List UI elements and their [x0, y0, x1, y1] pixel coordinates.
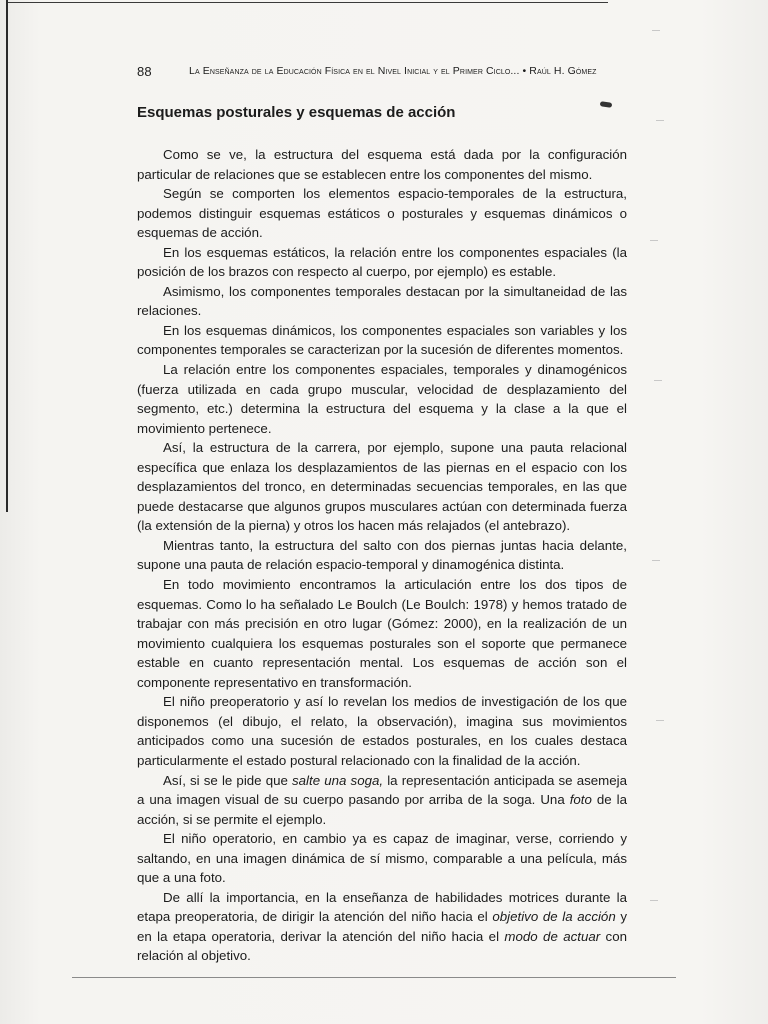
section-title: Esquemas posturales y esquemas de acción: [137, 104, 456, 121]
running-head: La Enseñanza de la Educación Física en el Nivel Inicial y el Primer Ciclo... • Raúl H. Gómez: [189, 65, 597, 77]
paragraph: La relación entre los componentes espaciales, temporales y dinamogénicos (fuerza utilizada en cada grupo muscular, velocidad de desplazamiento del segmento, etc.) determina la estructura del esquema y la clase a la que el movimiento pertenece.: [137, 362, 627, 436]
text-run: de la acción, si se permite el ejemplo.: [137, 792, 627, 827]
footer-rule: [72, 977, 676, 978]
margin-mark: [650, 240, 658, 241]
page-number: 88: [137, 64, 152, 79]
paragraph: [137, 888, 627, 966]
paragraph: En todo movimiento encontramos la articulación entre los dos tipos de esquemas. Como lo ha señalado Le Boulch (Le Boulch: 1978) y hemos tratado de trabajar con más precisión en otro lugar (Gómez: 2000), en la realización de un movimiento cualquiera los esquemas posturales son el soporte que permanece estable en cuanto representación mental. Los esquemas de acción son el componente representativo en transformación.: [137, 577, 627, 690]
italic-run: objetivo de la acción: [492, 909, 616, 925]
margin-mark: [654, 380, 662, 381]
italic-run: modo de actuar: [504, 928, 601, 944]
text-run: y en la etapa operatoria, derivar la atención del niño hacia el: [137, 909, 628, 944]
margin-mark: [650, 900, 658, 901]
paragraph: Asimismo, los componentes temporales destacan por la simultaneidad de las relaciones.: [137, 283, 627, 319]
text-run: Así, si se le pide que: [163, 772, 293, 788]
paragraph: En los esquemas dinámicos, los componentes espaciales son variables y los componentes temporales se caracterizan por la sucesión de diferentes momentos.: [137, 322, 627, 358]
page-header: [137, 64, 627, 84]
scan-top-line: [8, 2, 608, 3]
scan-edge-line: [6, 0, 8, 512]
margin-mark: [652, 30, 660, 31]
text-run: De allí la importancia, en la enseñanza de habilidades motrices durante la etapa preoperatoria, de dirigir la atención del niño hacia el: [137, 889, 627, 925]
italic-run: salte una soga,: [292, 772, 384, 788]
paragraph: Según se comporten los elementos espacio-temporales de la estructura, podemos distinguir esquemas estáticos o posturales y esquemas dinámicos o esquemas de acción.: [137, 186, 627, 241]
margin-mark: [656, 720, 664, 721]
text-run: con relación al objetivo.: [137, 928, 627, 964]
paragraph: [137, 771, 627, 830]
margin-mark: [652, 560, 660, 561]
margin-mark: [656, 120, 664, 121]
paragraph: El niño operatorio, en cambio ya es capaz de imaginar, verse, corriendo y saltando, en una imagen dinámica de sí mismo, comparable a una película, más que a una foto.: [137, 831, 627, 886]
paragraph: Como se ve, la estructura del esquema está dada por la configuración particular de relaciones que se establecen entre los componentes del mismo.: [137, 147, 627, 182]
italic-run: foto: [569, 792, 592, 808]
text-run: la representación anticipada se asemeja a una imagen visual de su cuerpo pasando por arriba de la soga. Una: [137, 772, 627, 808]
paragraph: Mientras tanto, la estructura del salto con dos piernas juntas hacia delante, supone una pauta de relación espacio-temporal y dinamogénica distinta.: [137, 537, 627, 573]
paragraph: Así, la estructura de la carrera, por ejemplo, supone una pauta relacional específica que enlaza los desplazamientos de las piernas en el espacio con los desplazamientos del tronco, en determinadas secuencias temporales, en las que puede destacarse que algunos grupos musculares actúan con determinada fuerza (la extensión de la pierna) y otros los hacen más relajados (el antebrazo).: [137, 440, 627, 534]
paragraph: En los esquemas estáticos, la relación entre los componentes espaciales (la posición de los brazos con respecto al cuerpo, por ejemplo) es estable.: [137, 244, 627, 280]
paragraph: El niño preoperatorio y así lo revelan los medios de investigación de los que disponemos (el dibujo, el relato, la observación), imagina sus movimientos anticipados como una sucesión de estados posturales, en los cuales destaca particularmente el estado postural relacionado con la finalidad de la acción.: [137, 694, 627, 768]
body-text: [137, 145, 627, 966]
